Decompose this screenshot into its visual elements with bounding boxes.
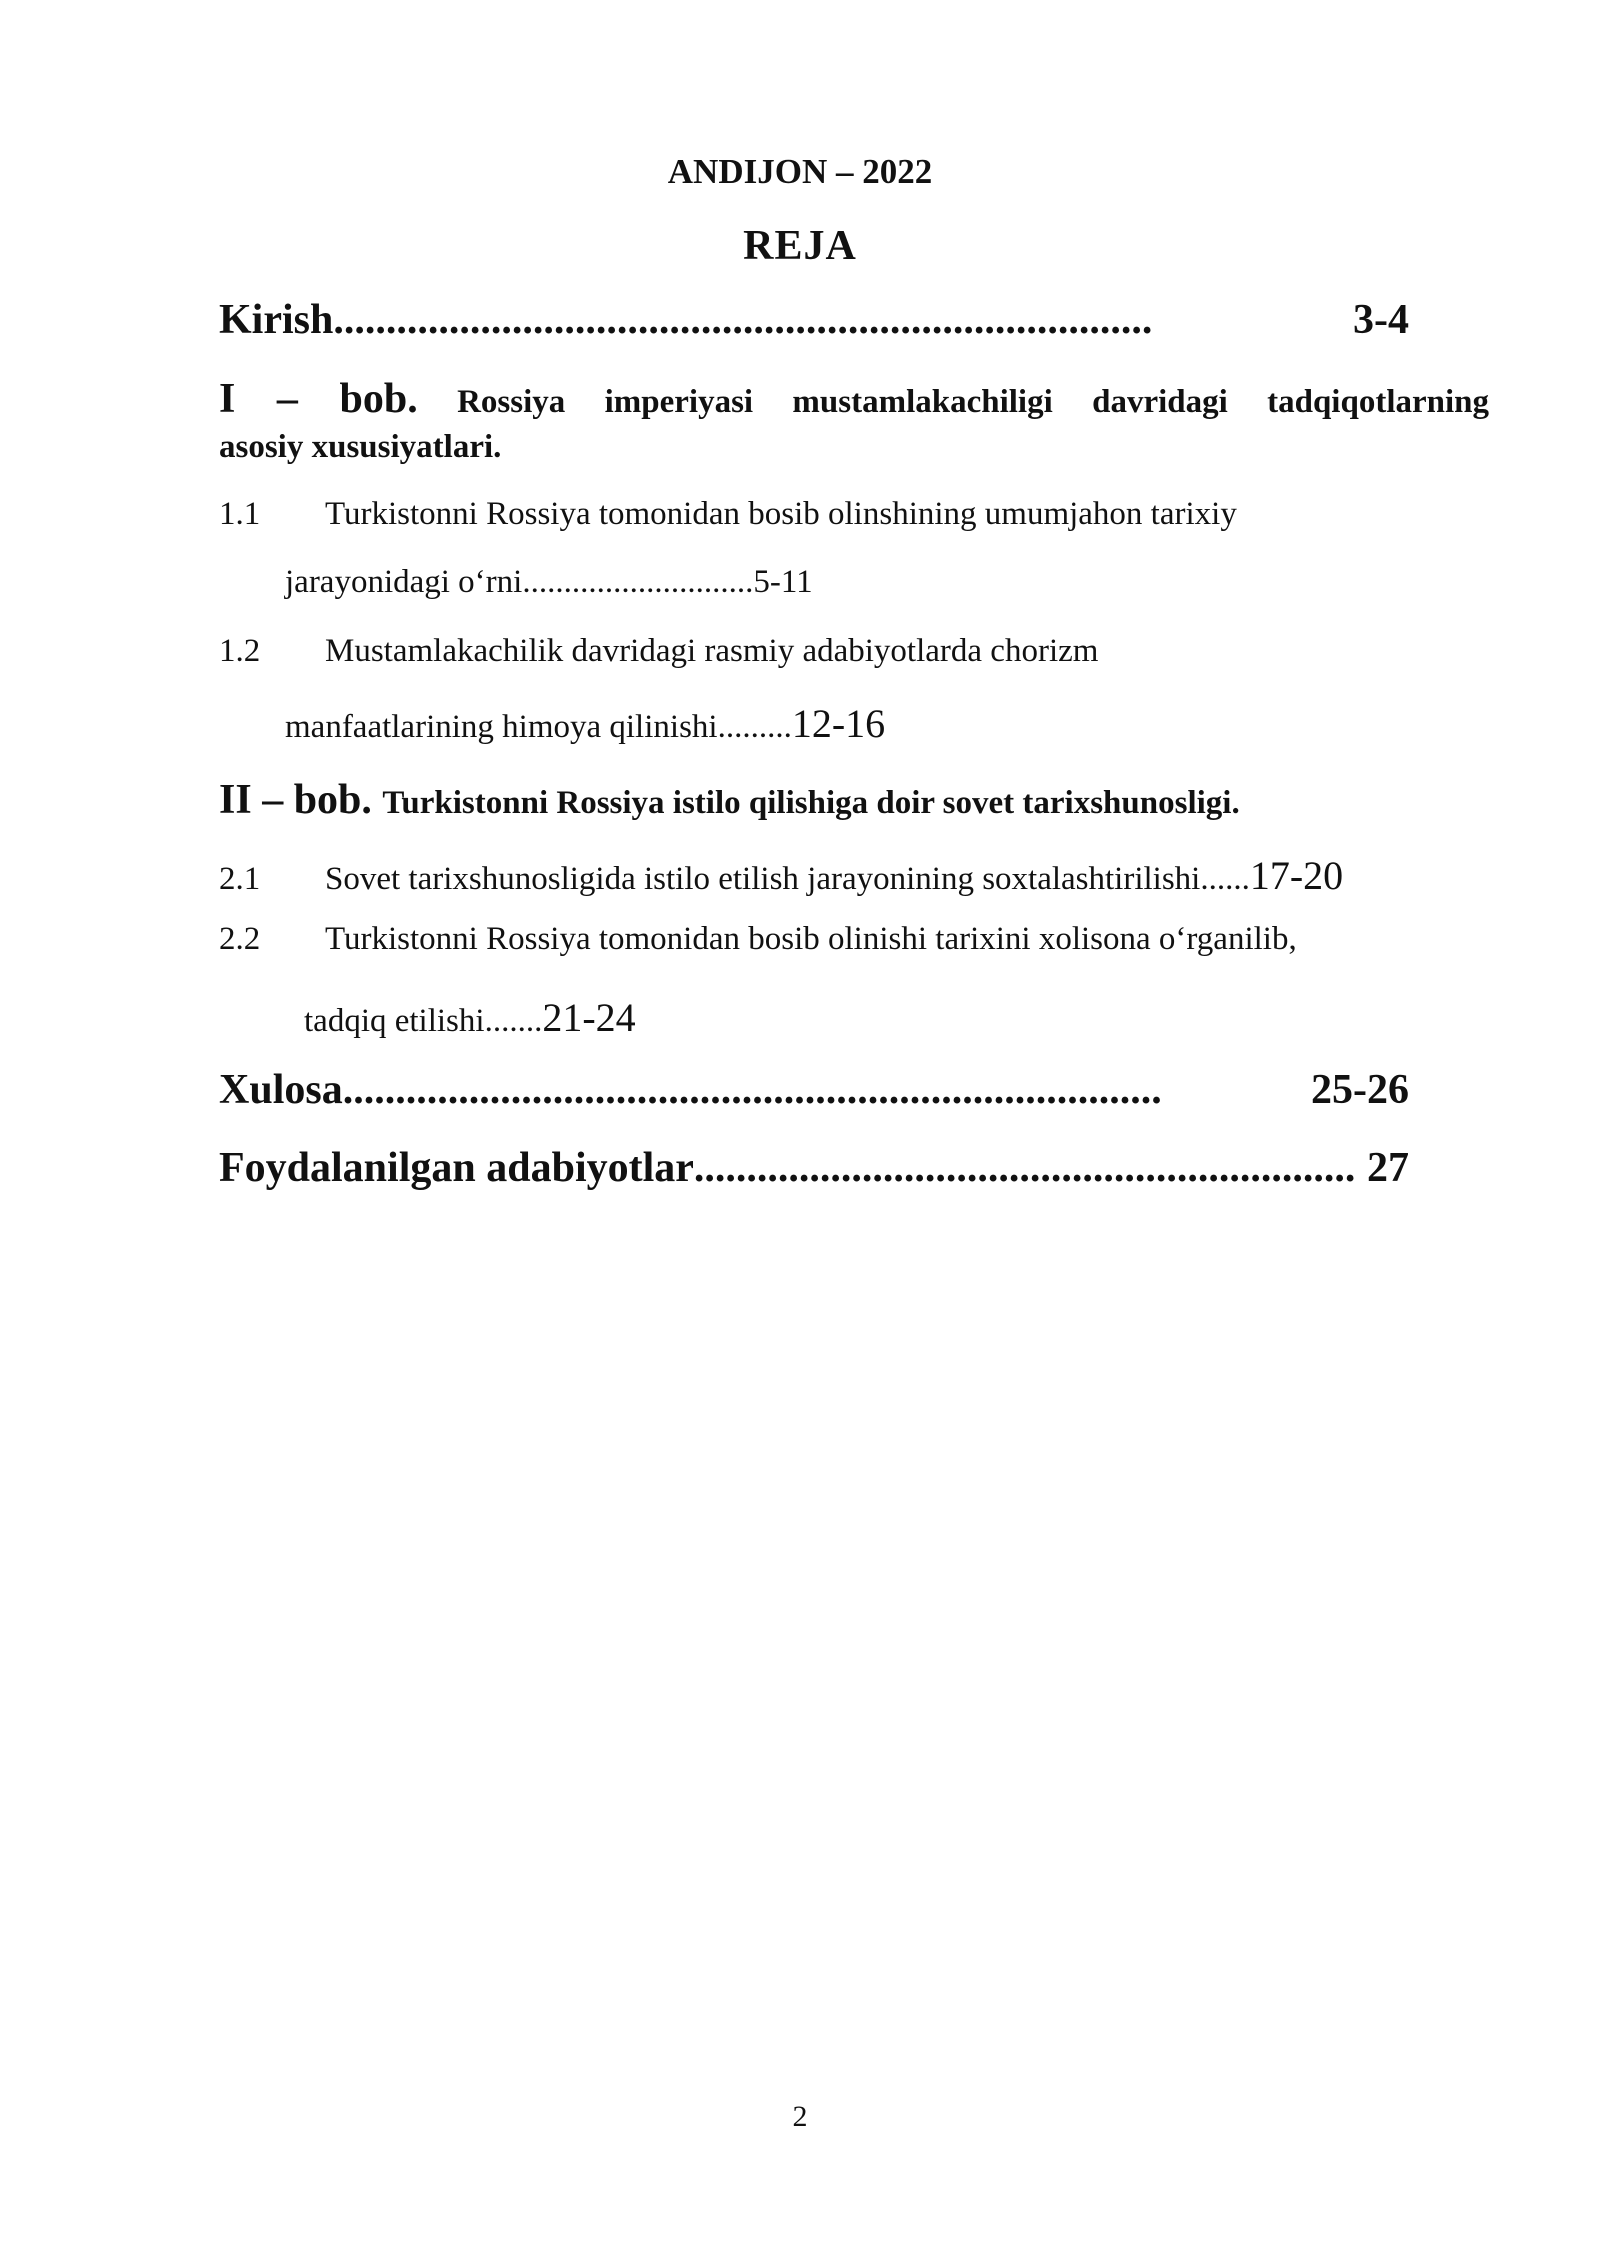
section-title-line1: Sovet tarixshunosligida istilo etilish jarayonining soxtalashtirilishi (325, 861, 1201, 897)
toc-entry-2-2 (219, 921, 1297, 958)
chapter-prefix: II – bob. (219, 777, 372, 823)
section-title-line1: Turkistonni Rossiya tomonidan bosib olinshining umumjahon tarixiy (325, 496, 1237, 532)
toc-entry-2-1 (219, 852, 1343, 899)
section-title-line1: Mustamlakachilik davridagi rasmiy adabiyotlarda chorizm (325, 633, 1099, 669)
toc-entry-1-1-cont (285, 564, 813, 601)
toc-dots: ....... (484, 1003, 543, 1039)
toc-dots: ...... (1200, 861, 1250, 897)
toc-pages: 27 (1367, 1145, 1409, 1191)
section-title-line2: manfaatlarining himoya qilinishi (285, 709, 718, 745)
toc-pages: 21-24 (542, 995, 636, 1040)
section-number: 1.2 (219, 633, 261, 669)
toc-pages: 12-16 (791, 701, 886, 746)
toc-dots: ......... (717, 709, 792, 745)
toc-entry-1-2 (219, 633, 1098, 670)
chapter-title-line2: asosiy xususiyatlari. (219, 429, 502, 465)
toc-pages: 3-4 (1353, 297, 1409, 343)
section-title-line1: Turkistonni Rossiya tomonidan bosib olinishi tarixini xolisona o‘rganilib, (325, 921, 1297, 957)
toc-label: Kirish (219, 297, 334, 343)
toc-chapter-2 (219, 776, 1240, 824)
toc-pages: 17-20 (1249, 853, 1344, 898)
toc-dots: .............................................................................. (342, 1067, 1162, 1113)
toc-dots: ............................ (522, 564, 754, 600)
toc-dots: .............................................................................. (333, 297, 1153, 343)
chapter-prefix: I – bob. (219, 376, 418, 422)
section-title-line2: tadqiq etilishi (304, 1003, 485, 1039)
toc-entry-2-2-cont (304, 994, 636, 1041)
toc-entry-xulosa (219, 1066, 1409, 1114)
city-year-header: ANDIJON – 2022 (667, 152, 933, 191)
section-number: 1.1 (219, 496, 261, 532)
chapter-title: Turkistonni Rossiya istilo qilishiga doir sovet tarixshunosligi. (382, 785, 1240, 821)
toc-entry-adabiyotlar (219, 1144, 1409, 1192)
toc-label: Xulosa (219, 1067, 343, 1113)
toc-entry-1-2-cont (285, 700, 885, 747)
chapter-title-line1: Rossiya imperiyasi mustamlakachiligi davridagi tadqiqotlarning (457, 384, 1490, 420)
toc-entry-1-1 (219, 496, 1237, 533)
toc-entry-kirish (219, 296, 1409, 344)
toc-chapter-1 (219, 375, 1489, 426)
toc-label: Foydalanilgan adabiyotlar (219, 1145, 694, 1191)
page-title: REJA (743, 223, 857, 269)
section-number: 2.2 (219, 921, 261, 957)
section-number: 2.1 (219, 861, 261, 897)
page-number: 2 (792, 2100, 808, 2133)
toc-chapter-1-cont (219, 423, 1489, 471)
section-title-line2: jarayonidagi o‘rni (285, 564, 523, 600)
toc-pages: 25-26 (1311, 1067, 1409, 1113)
toc-pages: 5-11 (753, 564, 813, 600)
toc-dots: ............................................................... (693, 1145, 1356, 1191)
